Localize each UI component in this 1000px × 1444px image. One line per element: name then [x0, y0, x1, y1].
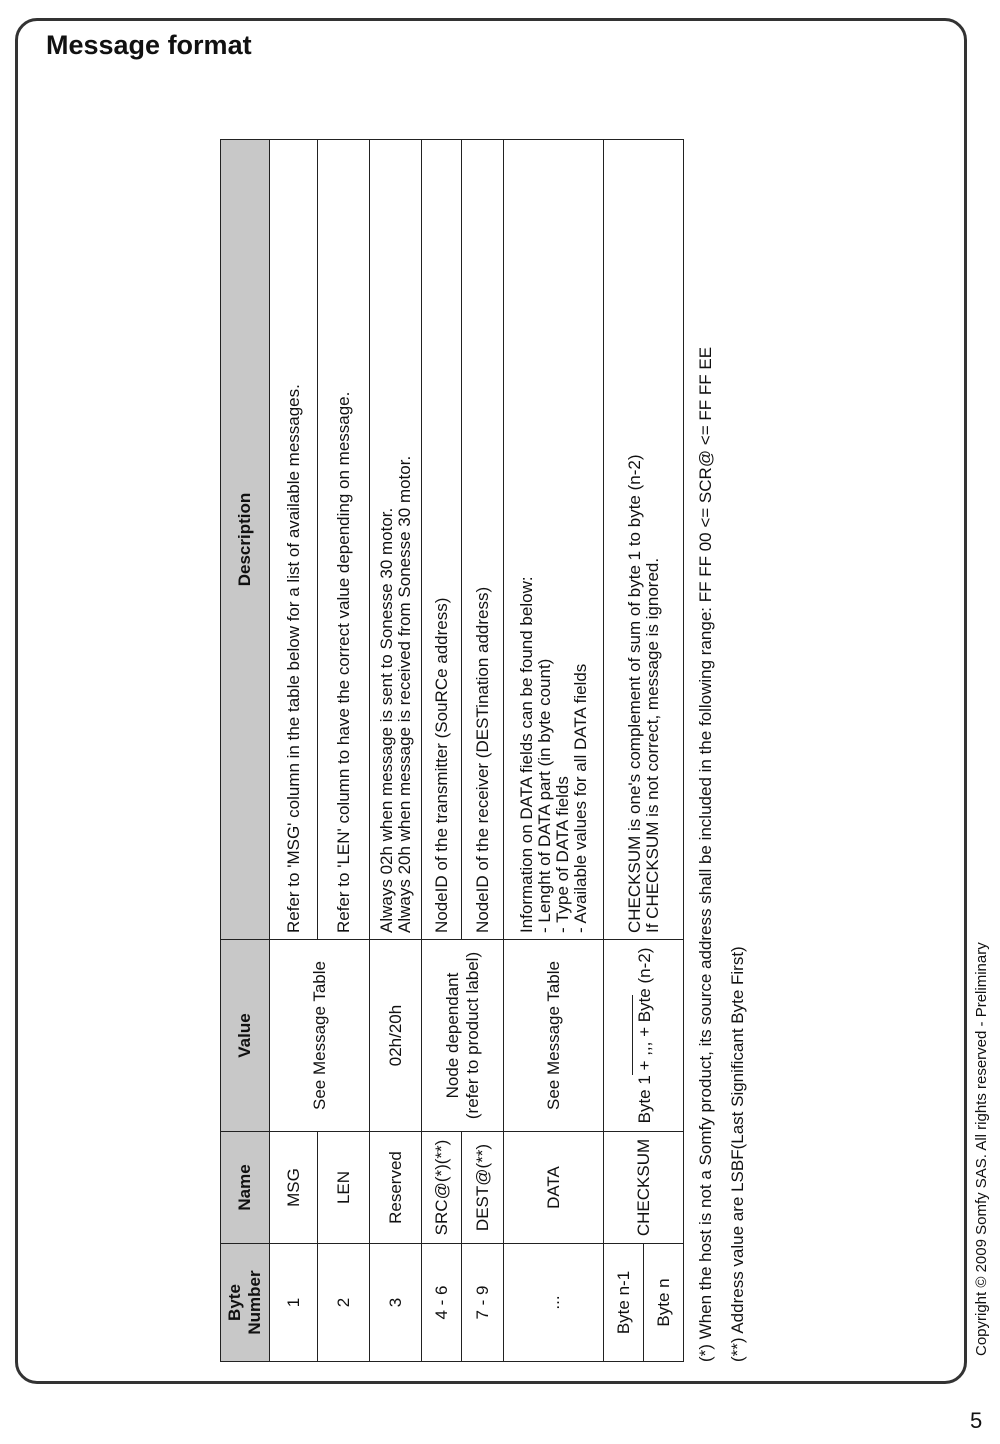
table-row	[604, 140, 644, 1362]
name-cell: DATA	[504, 1132, 604, 1244]
desc-cell: Refer to 'LEN' column to have the correct value depending on message.	[318, 140, 370, 940]
table-row	[504, 140, 604, 1362]
page-title: Message format	[46, 30, 252, 60]
desc-cell	[604, 140, 684, 940]
byte-cell: 1	[270, 1244, 318, 1362]
byte-cell: 7 - 9	[462, 1244, 504, 1362]
desc-cell	[504, 140, 604, 940]
value-line: Node dependant	[442, 972, 462, 1099]
desc-line: - Type of DATA fields	[552, 776, 572, 933]
value-cell	[604, 940, 684, 1132]
byte-cell: 4 - 6	[422, 1244, 462, 1362]
page-number: 5	[970, 1408, 983, 1433]
name-cell: LEN	[318, 1132, 370, 1244]
desc-line: Always 02h when message is sent to Sonesse 30 motor.	[376, 507, 396, 933]
desc-line: - Available values for all DATA fields	[570, 663, 590, 933]
table-row	[462, 140, 504, 1362]
table-row	[370, 140, 422, 1362]
byte-cell: 3	[370, 1244, 422, 1362]
desc-cell: NodeID of the transmitter (SouRCe address)	[422, 140, 462, 940]
byte-cell: 2	[318, 1244, 370, 1362]
value-cell: 02h/20h	[370, 940, 422, 1132]
value-line: (refer to product label)	[462, 951, 482, 1120]
name-cell: Reserved	[370, 1132, 422, 1244]
table-row	[270, 140, 318, 1362]
header-name: Name	[221, 1132, 270, 1244]
byte-cell: Byte n	[644, 1244, 684, 1362]
desc-line: CHECKSUM is one's complement of sum of byte 1 to byte (n-2)	[624, 454, 644, 933]
fraction-bar	[632, 996, 633, 1076]
rotated-content	[220, 140, 800, 1362]
header-description: Description	[221, 140, 270, 940]
byte-cell: ...	[504, 1244, 604, 1362]
desc-line: Always 20h when message is received from Sonesse 30 motor.	[394, 455, 414, 933]
value-cell: See Message Table	[504, 940, 604, 1132]
value-cell: See Message Table	[270, 940, 370, 1132]
footnote: (**) Address value are LSBF(Last Significant Byte First)	[728, 946, 747, 1362]
desc-cell	[370, 140, 422, 940]
desc-line: - Lenght of DATA part (in byte count)	[534, 658, 554, 933]
name-cell: DEST@(**)	[462, 1132, 504, 1244]
value-cell	[422, 940, 504, 1132]
byte-cell: Byte n-1	[604, 1244, 644, 1362]
desc-line: If CHECKSUM is not correct, message is ignored.	[642, 557, 662, 933]
name-cell: MSG	[270, 1132, 318, 1244]
desc-line: Information on DATA fields can be found below:	[516, 576, 536, 933]
header-byte-number: Byte Number	[221, 1244, 270, 1362]
table-row	[422, 140, 462, 1362]
message-format-table	[220, 139, 684, 1362]
desc-cell: Refer to 'MSG' column in the table below for a list of available messages.	[270, 140, 318, 940]
footnote: (*) When the host is not a Somfy product, its source address shall be included in the following range: FF FF 00 <= SCR@ <= FF FF EE	[696, 346, 715, 1362]
table-header-row	[221, 140, 270, 1362]
name-cell: CHECKSUM	[604, 1132, 684, 1244]
name-cell: SRC@(*)(**)	[422, 1132, 462, 1244]
table-row	[318, 140, 370, 1362]
desc-cell: NodeID of the receiver (DESTination address)	[462, 140, 504, 940]
footnotes	[690, 140, 754, 1362]
header-value: Value	[221, 940, 270, 1132]
copyright-notice: Copyright © 2009 Somfy SAS. All rights reserved - Preliminary	[973, 942, 990, 1356]
value-line: Byte 1 + ,,, + Byte (n-2)	[635, 947, 654, 1124]
